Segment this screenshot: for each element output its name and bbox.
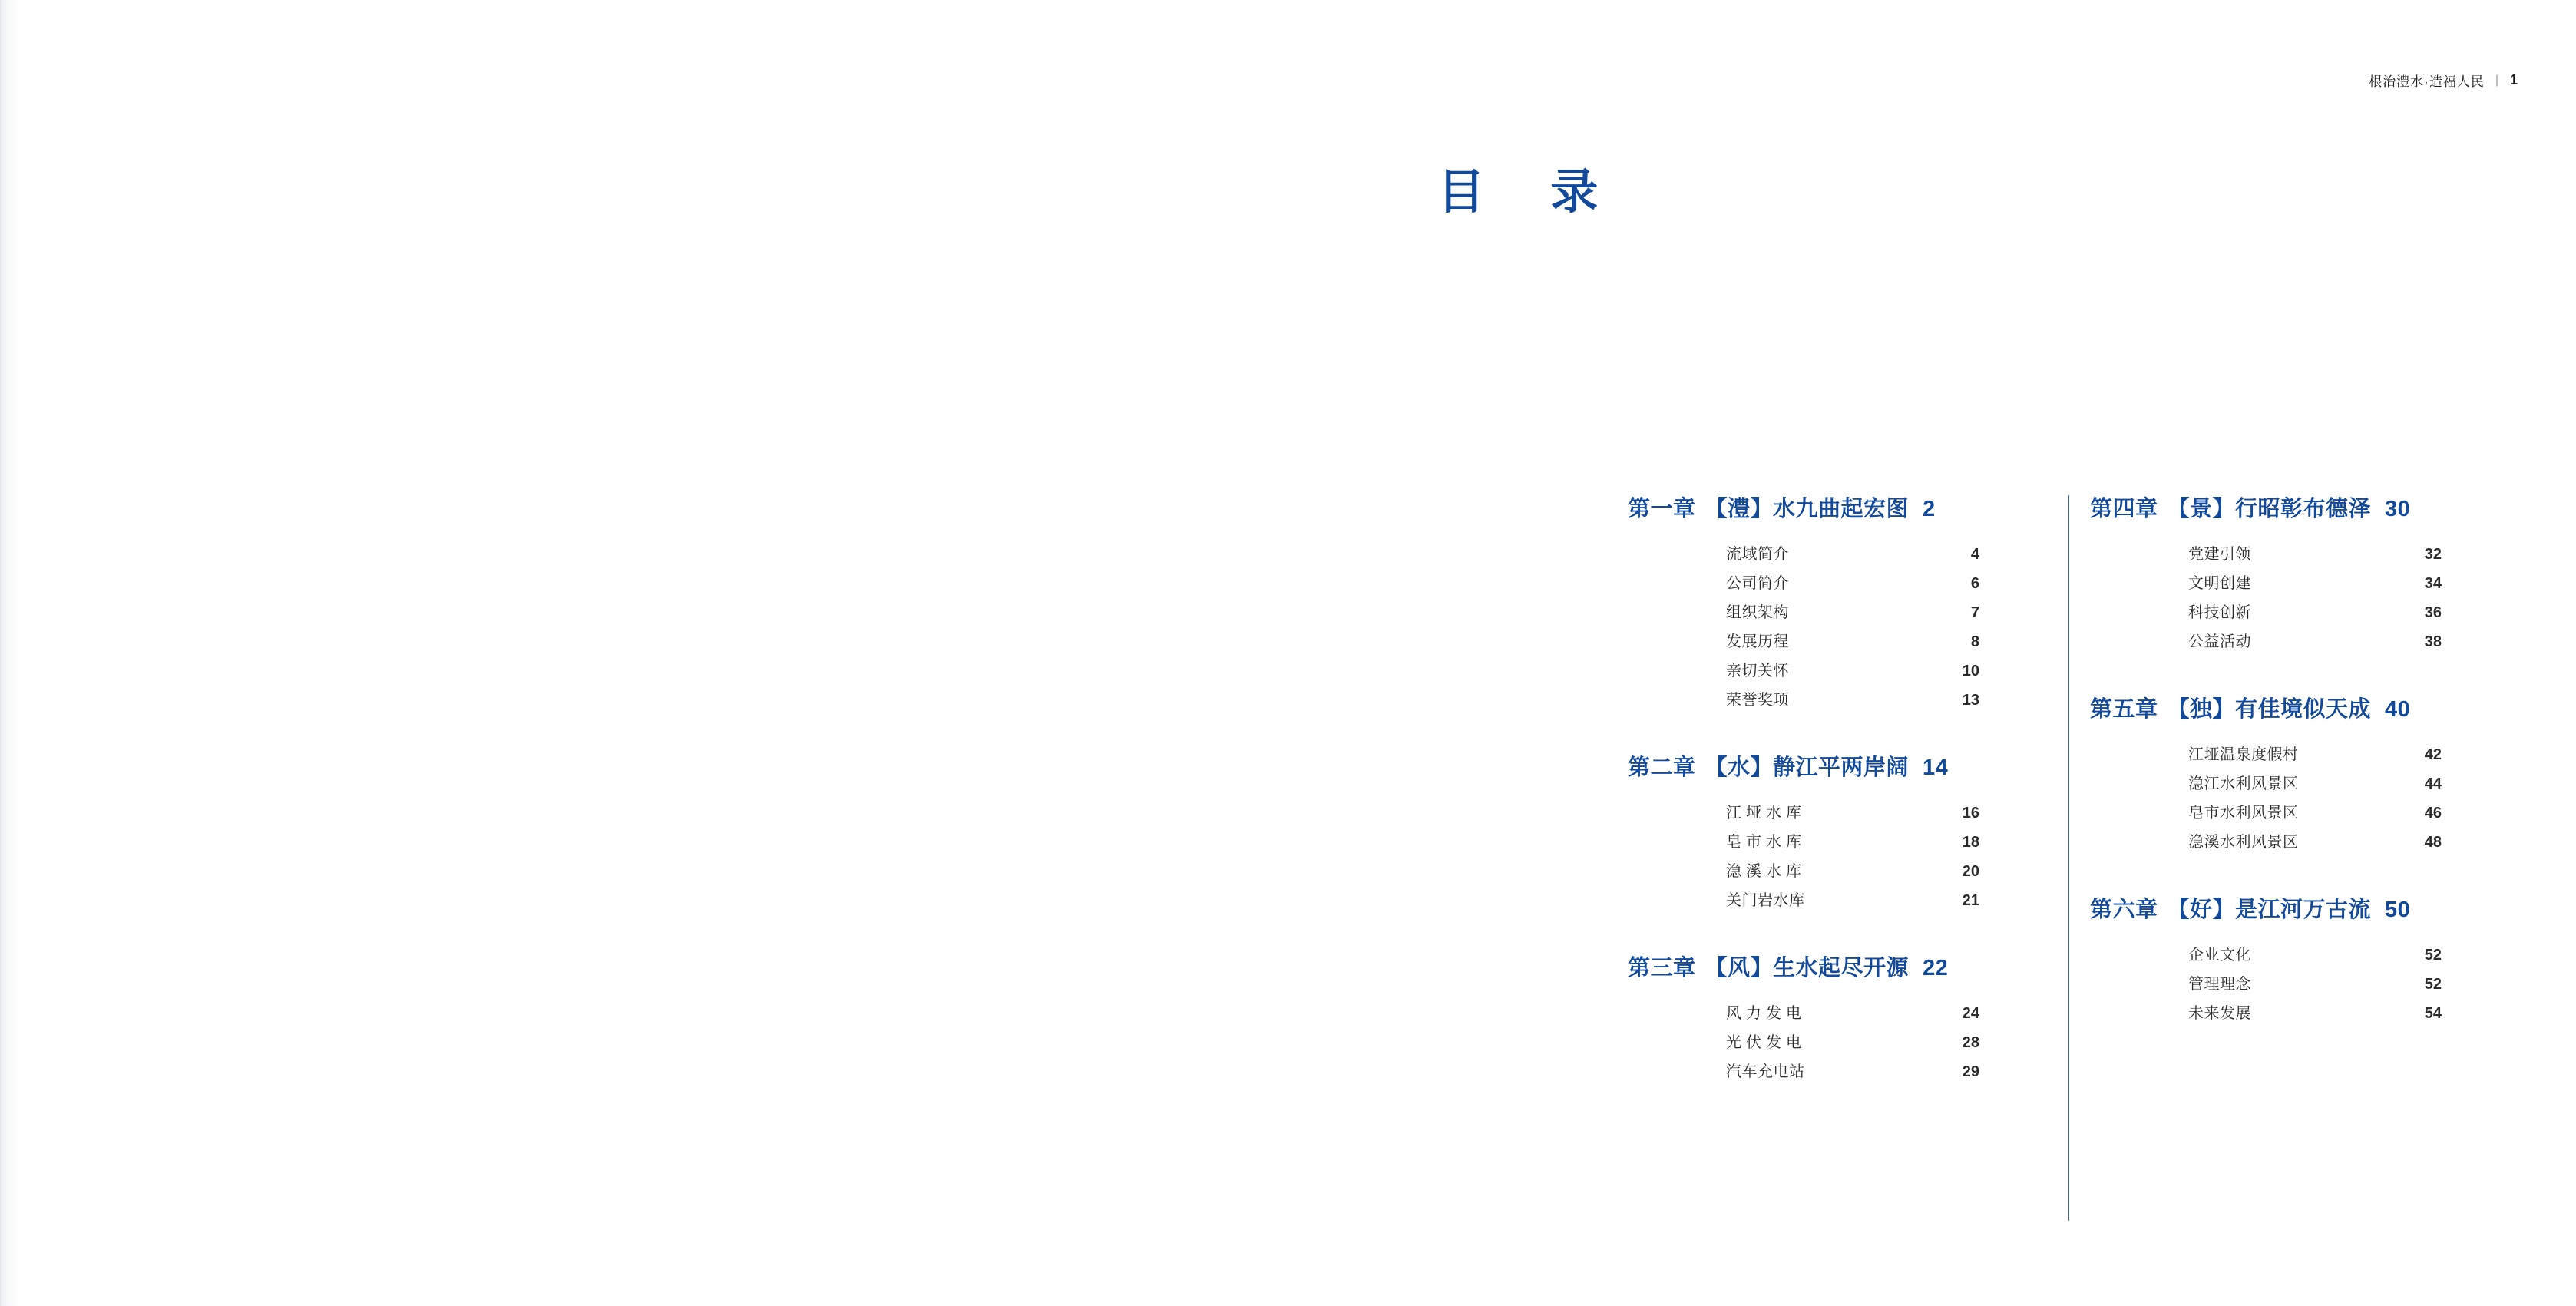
entry-page: 7 — [1970, 604, 1979, 621]
list-item[interactable] — [2188, 740, 2442, 769]
chapter-number: 第一章 — [1628, 497, 1696, 521]
chapter-page: 30 — [2385, 497, 2411, 521]
chapter-heading[interactable] — [2090, 892, 2505, 924]
entry-label: 未来发展 — [2188, 1005, 2251, 1022]
list-item[interactable] — [2188, 627, 2442, 656]
list-item[interactable] — [1726, 627, 1979, 656]
entry-label: 㴔溪水利风景区 — [2188, 834, 2299, 851]
page-gutter-shade — [0, 0, 20, 1306]
chapter-heading[interactable] — [2090, 692, 2505, 723]
list-item[interactable] — [1726, 999, 1979, 1028]
list-item[interactable] — [2188, 598, 2442, 627]
chapter-entry-list — [1726, 798, 1979, 915]
entry-label: 党建引领 — [2188, 546, 2251, 563]
list-item[interactable] — [2188, 798, 2442, 828]
entry-page: 20 — [1962, 863, 1979, 880]
list-item[interactable] — [2188, 970, 2442, 999]
running-header-title: 根治澧水·造福人民 — [2369, 74, 2485, 89]
chapter-page: 50 — [2385, 898, 2411, 922]
list-item[interactable] — [1726, 686, 1979, 715]
entry-page: 44 — [2424, 775, 2442, 792]
entry-label: 荣誉奖项 — [1726, 692, 1789, 709]
chapter-block — [2090, 491, 2505, 656]
chapter-title: 【澧】水九曲起宏图 — [1705, 497, 1910, 521]
list-item[interactable] — [1726, 656, 1979, 686]
running-header — [2369, 71, 2518, 90]
entry-page: 46 — [2424, 805, 2442, 822]
entry-page: 10 — [1962, 663, 1979, 679]
chapter-number: 第六章 — [2090, 898, 2158, 922]
chapter-title: 【风】生水起尽开源 — [1705, 956, 1910, 980]
page-edge-line — [0, 0, 1, 1306]
entry-label: 发展历程 — [1726, 633, 1789, 650]
entry-page: 48 — [2424, 834, 2442, 851]
chapter-page: 40 — [2385, 697, 2411, 722]
entry-page: 13 — [1962, 692, 1979, 709]
chapter-entry-list — [2188, 540, 2442, 656]
chapter-heading[interactable] — [1628, 951, 2042, 982]
list-item[interactable] — [2188, 569, 2442, 598]
entry-page: 21 — [1962, 892, 1979, 909]
entry-label: 江垭温泉度假村 — [2188, 746, 2299, 763]
entry-label: 光伏发电 — [1726, 1034, 1806, 1051]
list-item[interactable] — [1726, 598, 1979, 627]
chapter-title: 【景】行昭彰布德泽 — [2167, 497, 2372, 521]
list-item[interactable] — [2188, 999, 2442, 1028]
entry-page: 52 — [2424, 976, 2442, 993]
entry-page: 42 — [2424, 746, 2442, 763]
chapter-title: 【好】是江河万古流 — [2167, 898, 2372, 922]
entry-label: 科技创新 — [2188, 604, 2251, 621]
chapter-page: 22 — [1923, 956, 1949, 980]
chapter-entry-list — [2188, 740, 2442, 857]
chapter-block — [1628, 491, 2042, 715]
chapter-entry-list — [1726, 999, 1979, 1086]
entry-page: 38 — [2424, 633, 2442, 650]
chapter-number: 第二章 — [1628, 755, 1696, 780]
entry-page: 4 — [1970, 546, 1979, 563]
chapter-title: 【水】静江平两岸阔 — [1705, 755, 1910, 780]
list-item[interactable] — [2188, 828, 2442, 857]
entry-page: 24 — [1962, 1005, 1979, 1022]
chapter-title: 【独】有佳境似天成 — [2167, 697, 2372, 722]
entry-page: 29 — [1962, 1063, 1979, 1080]
entry-label: 皂市水库 — [1726, 834, 1806, 851]
entry-label: 皂市水利风景区 — [2188, 805, 2299, 822]
entry-label: 组织架构 — [1726, 604, 1789, 621]
chapter-heading[interactable] — [1628, 491, 2042, 523]
entry-label: 公益活动 — [2188, 633, 2251, 650]
entry-page: 8 — [1970, 633, 1979, 650]
chapter-entry-list — [2188, 941, 2442, 1028]
entry-page: 34 — [2424, 575, 2442, 592]
entry-label: 风力发电 — [1726, 1005, 1806, 1022]
entry-label: 汽车充电站 — [1726, 1063, 1805, 1080]
chapter-page: 14 — [1923, 755, 1949, 780]
entry-page: 52 — [2424, 947, 2442, 964]
chapter-page: 2 — [1923, 497, 1936, 521]
chapter-number: 第三章 — [1628, 956, 1696, 980]
entry-page: 16 — [1962, 805, 1979, 822]
entry-label: 流域简介 — [1726, 546, 1789, 563]
list-item[interactable] — [1726, 569, 1979, 598]
chapter-block — [2090, 692, 2505, 857]
entry-label: 企业文化 — [2188, 947, 2251, 964]
running-header-separator: | — [2495, 73, 2499, 87]
list-item[interactable] — [1726, 540, 1979, 569]
entry-page: 6 — [1970, 575, 1979, 592]
chapter-block — [1628, 750, 2042, 915]
entry-label: 文明创建 — [2188, 575, 2251, 592]
list-item[interactable] — [2188, 540, 2442, 569]
list-item[interactable] — [2188, 769, 2442, 798]
toc-column-right — [2042, 491, 2505, 1086]
chapter-block — [1628, 951, 2042, 1086]
chapter-number: 第五章 — [2090, 697, 2158, 722]
toc-column-left — [1628, 491, 2042, 1086]
list-item[interactable] — [1726, 1028, 1979, 1057]
entry-label: 亲切关怀 — [1726, 663, 1789, 679]
chapter-heading[interactable] — [2090, 491, 2505, 523]
list-item[interactable] — [2188, 941, 2442, 970]
list-item[interactable] — [1726, 828, 1979, 857]
page-title: 目 录 — [1437, 166, 1625, 219]
entry-page: 28 — [1962, 1034, 1979, 1051]
entry-label: 公司简介 — [1726, 575, 1789, 592]
list-item[interactable] — [1726, 886, 1979, 915]
entry-label: 江垭水库 — [1726, 805, 1806, 822]
chapter-number: 第四章 — [2090, 497, 2158, 521]
entry-label: 管理理念 — [2188, 976, 2251, 993]
list-item[interactable] — [1726, 798, 1979, 828]
list-item[interactable] — [1726, 1057, 1979, 1086]
entry-page: 32 — [2424, 546, 2442, 563]
entry-page: 54 — [2424, 1005, 2442, 1022]
entry-label: 㴔江水利风景区 — [2188, 775, 2299, 792]
chapter-block — [2090, 892, 2505, 1028]
entry-label: 㴔溪水库 — [1726, 863, 1806, 880]
chapter-entry-list — [1726, 540, 1979, 715]
entry-page: 18 — [1962, 834, 1979, 851]
table-of-contents — [1628, 491, 2518, 1086]
entry-label: 关门岩水库 — [1726, 892, 1805, 909]
running-header-page-number: 1 — [2509, 72, 2518, 88]
entry-page: 36 — [2424, 604, 2442, 621]
chapter-heading[interactable] — [1628, 750, 2042, 782]
list-item[interactable] — [1726, 857, 1979, 886]
